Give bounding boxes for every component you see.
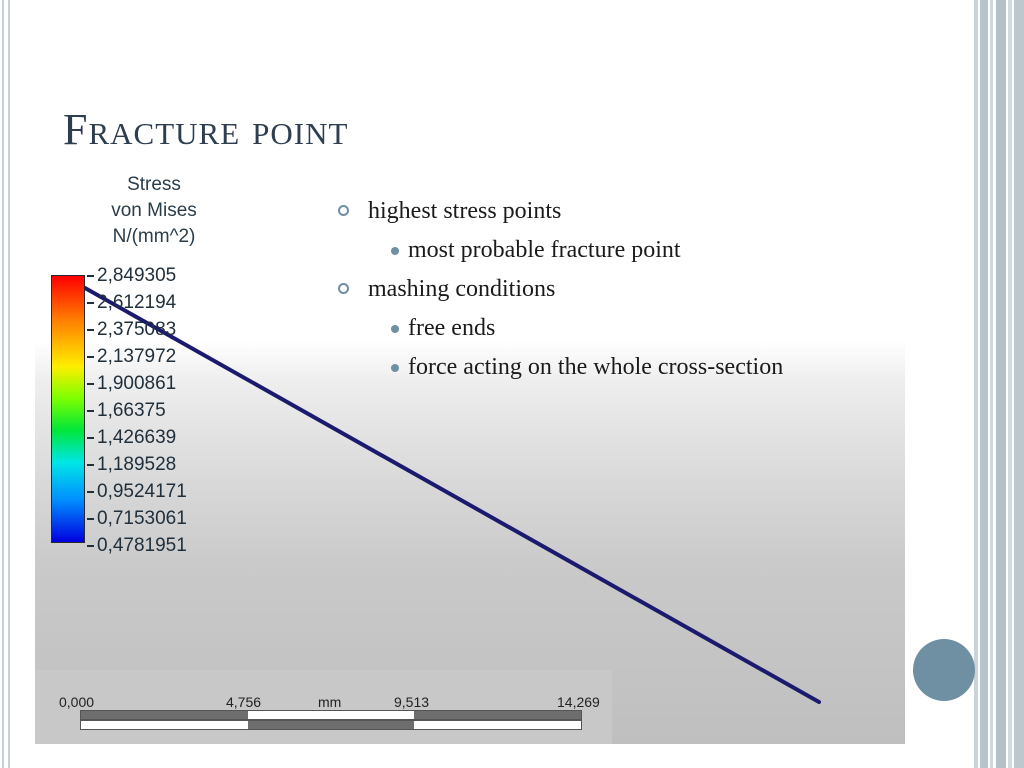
scale-row-bottom: [80, 720, 582, 730]
bullet-item: [336, 196, 906, 235]
left-decorative-border: [0, 0, 12, 768]
legend-title-line: N/(mm^2): [112, 226, 196, 247]
stress-colorbar: [51, 275, 85, 543]
sub-bullet-text: force acting on the whole cross-section: [408, 354, 784, 380]
scale-bar: [35, 670, 612, 744]
colorbar-tick: 2,137972: [97, 343, 176, 370]
colorbar-tick: 0,7153061: [97, 505, 187, 532]
slide-title: Fracture point: [63, 105, 349, 154]
colorbar-tick: 0,4781951: [97, 532, 187, 559]
colorbar-tick: 2,612194: [97, 289, 176, 316]
legend-title: [99, 172, 209, 250]
filled-circle-bullet-icon: [391, 325, 399, 333]
colorbar-tick: 2,849305: [97, 262, 176, 289]
colorbar-tick: 1,900861: [97, 370, 176, 397]
bullet-text: highest stress points: [368, 198, 562, 224]
scale-label: 14,269: [557, 694, 600, 710]
decorative-border: [974, 0, 1024, 768]
legend-title-line: Stress: [127, 174, 181, 195]
decorative-circle: [913, 639, 975, 701]
colorbar-tick: 1,426639: [97, 424, 176, 451]
hollow-circle-bullet-icon: [338, 205, 349, 216]
colorbar-tick: 0,9524171: [97, 478, 187, 505]
hollow-circle-bullet-icon: [338, 283, 349, 294]
scale-row-top: [80, 710, 582, 720]
filled-circle-bullet-icon: [391, 247, 399, 255]
scale-unit: mm: [318, 694, 342, 710]
colorbar-tick: 1,66375: [97, 397, 166, 424]
scale-label: 4,756: [226, 694, 262, 710]
scale-label: 9,513: [394, 694, 430, 710]
sub-bullet-item: [336, 352, 906, 391]
bullet-list: [336, 196, 906, 391]
sub-bullet-text: most probable fracture point: [408, 237, 681, 263]
bullet-text: mashing conditions: [368, 276, 556, 302]
colorbar-tick: 1,189528: [97, 451, 176, 478]
sub-bullet-item: [336, 235, 906, 274]
sub-bullet-item: [336, 313, 906, 352]
legend-title-line: von Mises: [111, 200, 197, 221]
colorbar-tick: 2,375083: [97, 316, 176, 343]
scale-label: 0,000: [59, 694, 95, 710]
sub-bullet-text: free ends: [408, 315, 496, 341]
bullet-item: [336, 274, 906, 313]
filled-circle-bullet-icon: [391, 364, 399, 372]
